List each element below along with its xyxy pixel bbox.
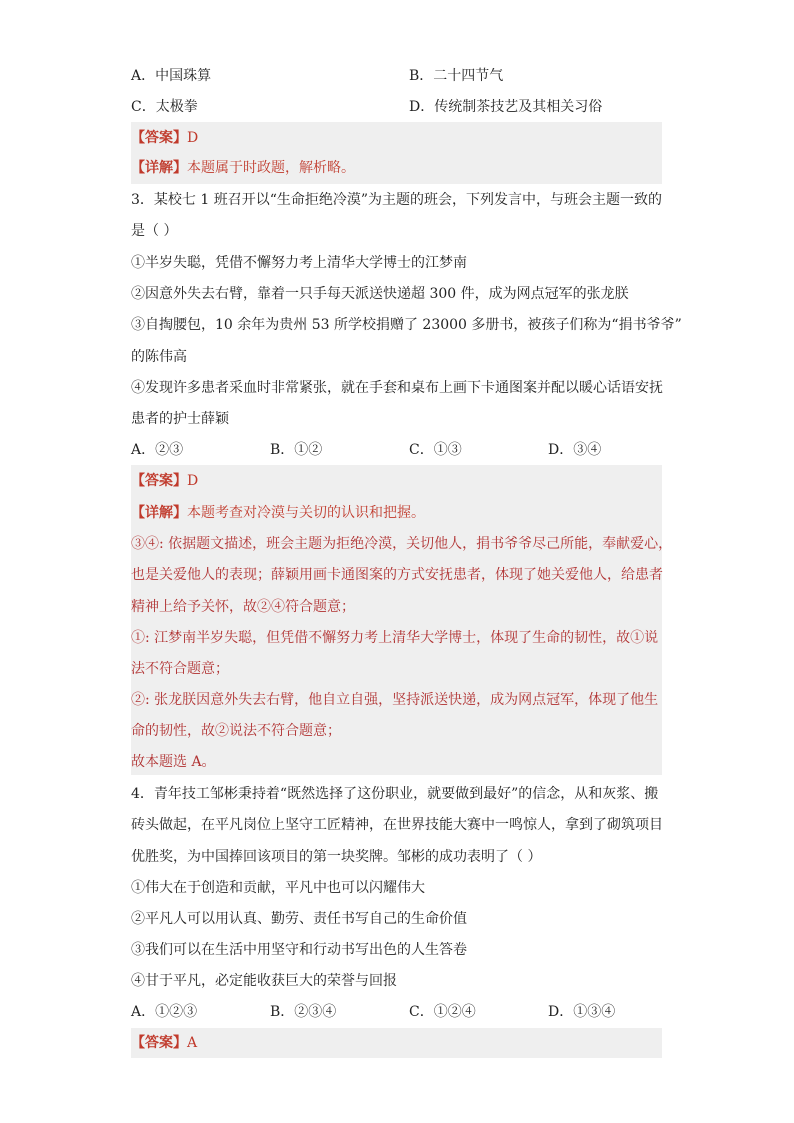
q4-option-a: A．①②③ (131, 1004, 198, 1020)
q3-option-d: D．③④ (548, 442, 602, 458)
q2-option-c: C．太极拳 (131, 99, 198, 115)
q3-item-3-line-1: ③自掏腰包，10 余年为贵州 53 所学校捐赠了 23000 多册书，被孩子们称为“捐书爷爷” (131, 317, 682, 333)
q3-option-a: A．②③ (131, 442, 184, 458)
q3-conclusion: 故本题选 A。 (131, 754, 216, 770)
q4-option-b: B．②③④ (270, 1004, 337, 1020)
q4-item-2: ②平凡人可以用认真、勤劳、责任书写自己的生命价值 (131, 911, 467, 927)
detail-label: 【详解】 (131, 505, 187, 521)
q2-option-a: A．中国珠算 (131, 68, 212, 84)
detail-label: 【详解】 (131, 160, 187, 176)
answer-label: 【答案】 (131, 1035, 187, 1051)
answer-label: 【答案】 (131, 473, 187, 489)
q3-item-1: ①半岁失聪，凭借不懈努力考上清华大学博士的江梦南 (131, 255, 467, 271)
q4-option-c: C．①②④ (409, 1004, 476, 1020)
q3-explanation-line-2: 也是关爱他人的表现；薛颖用画卡通图案的方式安抚患者，体现了她关爱他人，给患者 (131, 567, 663, 583)
q4-stem-line-2: 砖头做起，在平凡岗位上坚守工匠精神，在世界技能大赛中一鸣惊人，拿到了砌筑项目 (131, 817, 663, 833)
q3-stem-line-2: 是（ ） (131, 223, 178, 239)
detail-text: 本题属于时政题，解析略。 (187, 160, 355, 176)
q3-explanation-line-7: 命的韧性，故②说法不符合题意； (131, 723, 341, 739)
answer-value: A (187, 1035, 198, 1051)
q3-item-4-line-1: ④发现许多患者采血时非常紧张，就在手套和桌布上画下卡通图案并配以暖心话语安抚 (131, 380, 663, 396)
q4-stem-line-3: 优胜奖，为中国捧回该项目的第一块奖牌。邹彬的成功表明了（ ） (131, 849, 542, 865)
q3-item-4-line-2: 患者的护士薛颖 (131, 411, 229, 427)
q3-item-3-line-2: 的陈伟高 (131, 349, 187, 365)
q4-item-3: ③我们可以在生活中用坚守和行动书写出色的人生答卷 (131, 942, 467, 958)
q4-item-1: ①伟大在于创造和贡献，平凡中也可以闪耀伟大 (131, 880, 425, 896)
q2-answer (131, 128, 662, 148)
q4-option-d: D．①③④ (548, 1004, 616, 1020)
q2-option-b: B．二十四节气 (409, 68, 504, 84)
q3-explanation-line-3: 精神上给予关怀，故②④符合题意； (131, 599, 355, 615)
answer-value: D (187, 473, 199, 489)
q3-item-2: ②因意外失去右臂，靠着一只手每天派送快递超 300 件，成为网点冠军的张龙朕 (131, 286, 629, 302)
q3-detail (131, 503, 662, 523)
q4-answer (131, 1033, 662, 1053)
q3-explanation-line-4: ①: 江梦南半岁失聪，但凭借不懈努力考上清华大学博士，体现了生命的韧性，故①说 (131, 630, 659, 646)
q3-explanation-line-5: 法不符合题意； (131, 661, 229, 677)
q2-detail (131, 158, 662, 178)
q3-option-c: C．①③ (409, 442, 462, 458)
q3-option-b: B．①② (270, 442, 323, 458)
q3-answer (131, 471, 662, 491)
q3-explanation-line-6: ②: 张龙朕因意外失去右臂，他自立自强，坚持派送快递，成为网点冠军，体现了他生 (131, 692, 659, 708)
answer-label: 【答案】 (131, 130, 187, 146)
q4-stem-line-1: 4．青年技工邹彬秉持着“既然选择了这份职业，就要做到最好”的信念，从和灰浆、搬 (131, 786, 659, 802)
q3-explanation-line-1: ③④: 依据题文描述，班会主题为拒绝冷漠，关切他人，捐书爷爷尽己所能，奉献爱心， (131, 536, 673, 552)
detail-text: 本题考查对冷漠与关切的认识和把握。 (187, 505, 425, 521)
q2-option-d: D．传统制茶技艺及其相关习俗 (409, 99, 603, 115)
q4-item-4: ④甘于平凡，必定能收获巨大的荣誉与回报 (131, 973, 397, 989)
q3-stem-line-1: 3．某校七 1 班召开以“生命拒绝冷漠”为主题的班会，下列发言中，与班会主题一致的 (131, 192, 663, 208)
answer-value: D (187, 130, 199, 146)
